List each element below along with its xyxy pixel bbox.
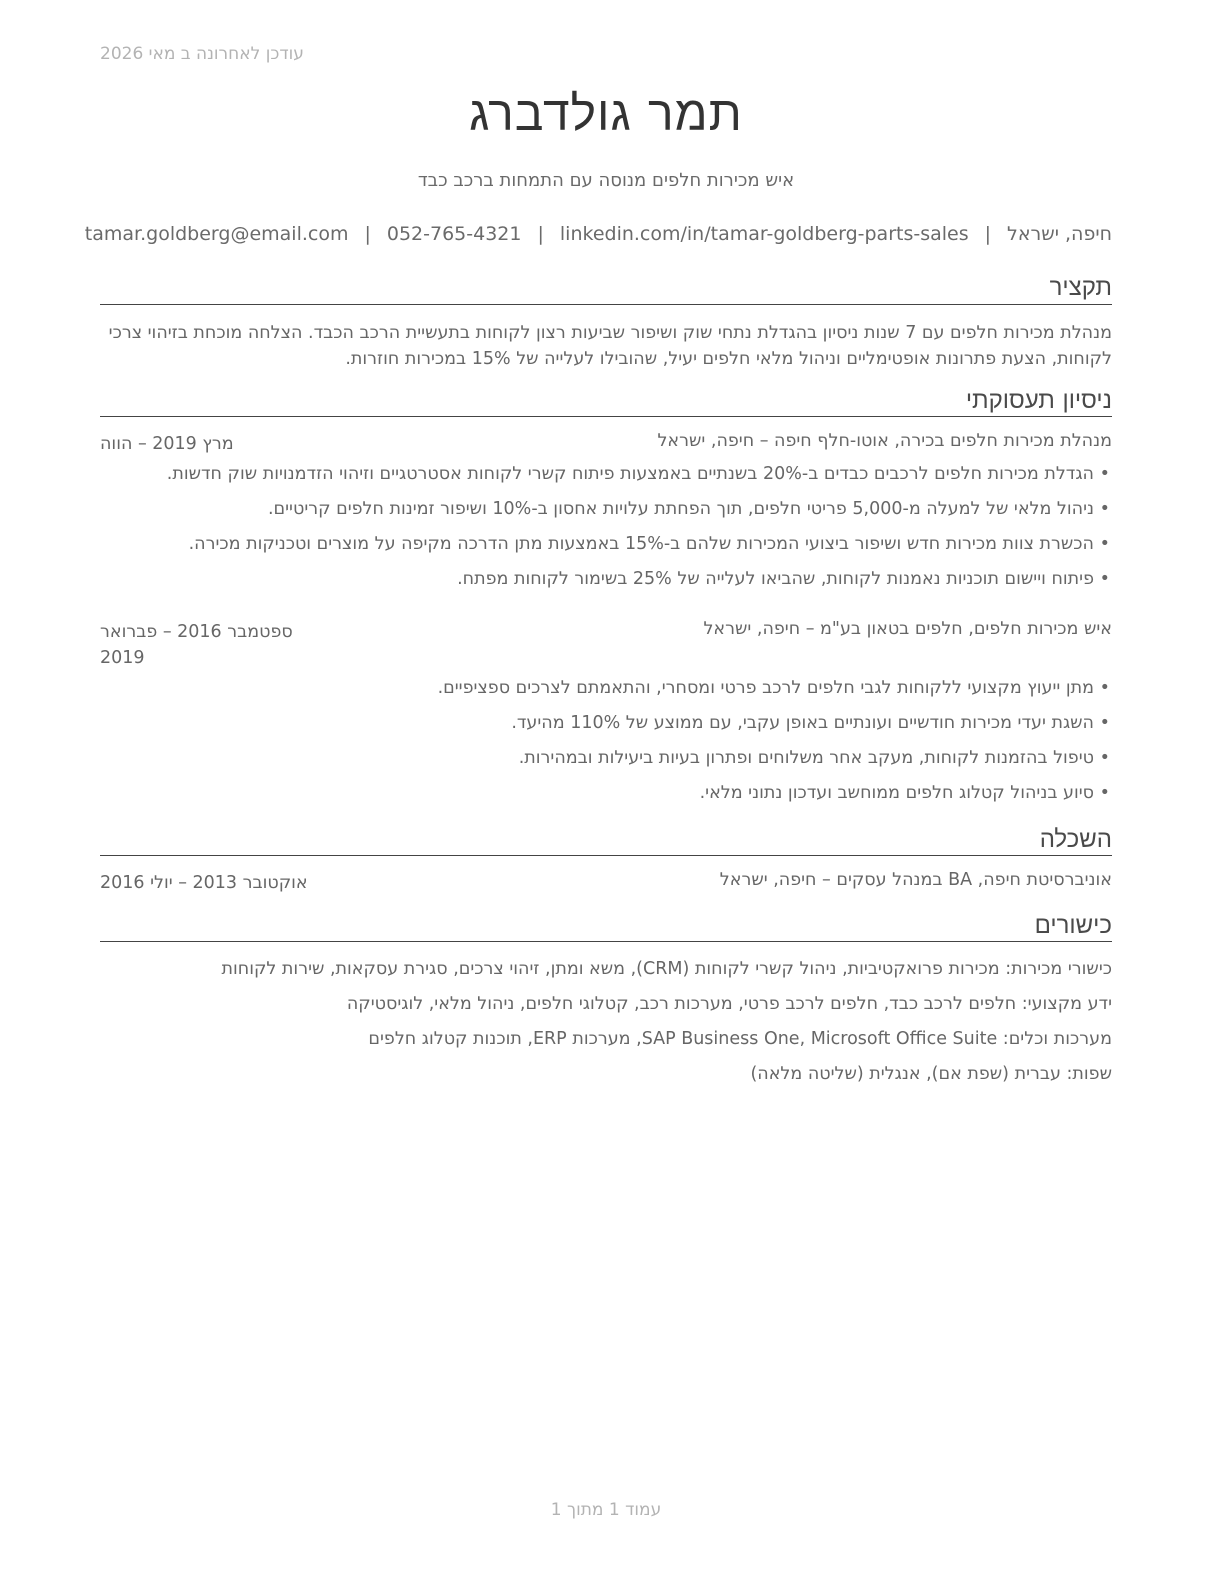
job-bullets xyxy=(100,462,1112,602)
job-bullets xyxy=(100,676,1112,816)
page-number-footer: עמוד 1 מתוך 1 xyxy=(550,1500,662,1520)
education-dates: אוקטובר 2013 – יולי 2016 xyxy=(100,873,308,893)
contact-phone[interactable]: 052-765-4321 xyxy=(386,223,522,245)
contact-linkedin[interactable]: linkedin.com/in/tamar-goldberg-parts-sales xyxy=(559,223,969,245)
job-bullet xyxy=(100,497,1112,532)
bullet-dot-icon: • xyxy=(1099,534,1110,554)
contact-email[interactable]: tamar.goldberg@email.com xyxy=(84,223,349,245)
skills-list xyxy=(100,957,1112,1097)
resume-page xyxy=(84,0,1112,1584)
job-bullet-text: סיוע בניהול קטלוג חלפים ממוחשב ועדכון נתוני מלאי. xyxy=(699,783,1094,803)
bullet-dot-icon: • xyxy=(1099,464,1110,484)
section-title-summary: תקציר xyxy=(1049,273,1112,301)
section-title-skills: כישורים xyxy=(1034,911,1112,939)
section-title-education: השכלה xyxy=(1039,825,1112,853)
job-title: מנהלת מכירות חלפים בכירה, אוטו-חלף חיפה – חיפה, ישראל xyxy=(657,431,1112,451)
education-title: אוניברסיטת חיפה, BA במנהל עסקים – חיפה, ישראל xyxy=(719,870,1112,890)
job-bullet xyxy=(100,746,1112,781)
bullet-dot-icon: • xyxy=(1099,499,1110,519)
section-divider xyxy=(100,416,1112,417)
summary-text: מנהלת מכירות חלפים עם 7 שנות ניסיון בהגדלת נתחי שוק ושיפור שביעות רצון לקוחות בתעשיית הרכב הכבד. הצלחה מוכחת בזיהוי צרכי לקוחות, הצעת פתרונות אופטימליים וניהול מלאי חלפים יעיל, שהובילו לעלייה של 15% במכירות חוזרות. xyxy=(108,323,1112,369)
skills-line: ידע מקצועי: חלפים לרכב כבד, חלפים לרכב פרטי, מערכות רכב, קטלוגי חלפים, ניהול מלאי, לוגיסטיקה xyxy=(346,994,1112,1014)
contact-separator: | xyxy=(984,223,992,245)
section-divider xyxy=(100,304,1112,305)
job-bullet xyxy=(100,567,1112,602)
bullet-dot-icon: • xyxy=(1099,713,1110,733)
bullet-dot-icon: • xyxy=(1099,569,1110,589)
skills-line: כישורי מכירות: מכירות פרואקטיביות, ניהול קשרי לקוחות (CRM), משא ומתן, זיהוי צרכים, סגירת עסקאות, שירות לקוחות xyxy=(221,959,1112,979)
skills-line: מערכות וכלים: SAP Business One, Microsoft Office Suite, מערכות ERP, תוכנות קטלוג חלפים xyxy=(368,1029,1112,1049)
bullet-dot-icon: • xyxy=(1099,678,1110,698)
job-title: איש מכירות חלפים, חלפים בטאון בע"מ – חיפה, ישראל xyxy=(703,619,1112,639)
job-bullet xyxy=(100,462,1112,497)
job-bullet-text: טיפול בהזמנות לקוחות, מעקב אחר משלוחים ופתרון בעיות ביעילות ובמהירות. xyxy=(518,748,1094,768)
candidate-name: תמר גולדברג xyxy=(469,86,743,142)
job-dates: ספטמבר 2016 – פברואר 2019 xyxy=(100,622,293,668)
contact-separator: | xyxy=(364,223,371,245)
last-updated-note: עודכן לאחרונה ב מאי 2026 xyxy=(100,44,304,64)
job-bullet xyxy=(100,532,1112,567)
section-divider xyxy=(100,855,1112,856)
job-bullet-text: ניהול מלאי של למעלה מ-5,000 פריטי חלפים, תוך הפחתת עלויות אחסון ב-10% ושיפור זמינות חלפים קריטיים. xyxy=(267,499,1094,519)
job-bullet xyxy=(100,676,1112,711)
section-title-experience: ניסיון תעסוקתי xyxy=(965,386,1112,414)
section-divider xyxy=(100,941,1112,942)
job-bullet-text: השגת יעדי מכירות חודשיים ועונתיים באופן עקבי, עם ממוצע של 110% מהיעד. xyxy=(511,713,1094,733)
job-dates: מרץ 2019 – הווה xyxy=(100,434,234,454)
job-bullet-text: פיתוח ויישום תוכניות נאמנות לקוחות, שהביאו לעלייה של 25% בשימור לקוחות מפתח. xyxy=(457,569,1094,589)
contact-location: חיפה, ישראל xyxy=(1007,223,1112,245)
bullet-dot-icon: • xyxy=(1099,783,1110,803)
job-bullet xyxy=(100,711,1112,746)
job-bullet-text: מתן ייעוץ מקצועי ללקוחות לגבי חלפים לרכב פרטי ומסחרי, והתאמתם לצרכים ספציפיים. xyxy=(437,678,1094,698)
candidate-headline: איש מכירות חלפים מנוסה עם התמחות ברכב כבד xyxy=(417,170,795,191)
contact-separator: | xyxy=(537,223,544,245)
skills-line: שפות: עברית (שפת אם), אנגלית (שליטה מלאה) xyxy=(750,1064,1112,1084)
job-bullet-text: הגדלת מכירות חלפים לרכבים כבדים ב-20% בשנתיים באמצעות פיתוח קשרי לקוחות אסטרטגיים וזיהוי הזדמנויות שוק חדשות. xyxy=(166,464,1094,484)
job-bullet xyxy=(100,781,1112,816)
bullet-dot-icon: • xyxy=(1099,748,1110,768)
contact-line xyxy=(84,223,1112,245)
job-bullet-text: הכשרת צוות מכירות חדש ושיפור ביצועי המכירות שלהם ב-15% באמצעות מתן הדרכה מקיפה על מוצרים וטכניקות מכירה. xyxy=(188,534,1094,554)
